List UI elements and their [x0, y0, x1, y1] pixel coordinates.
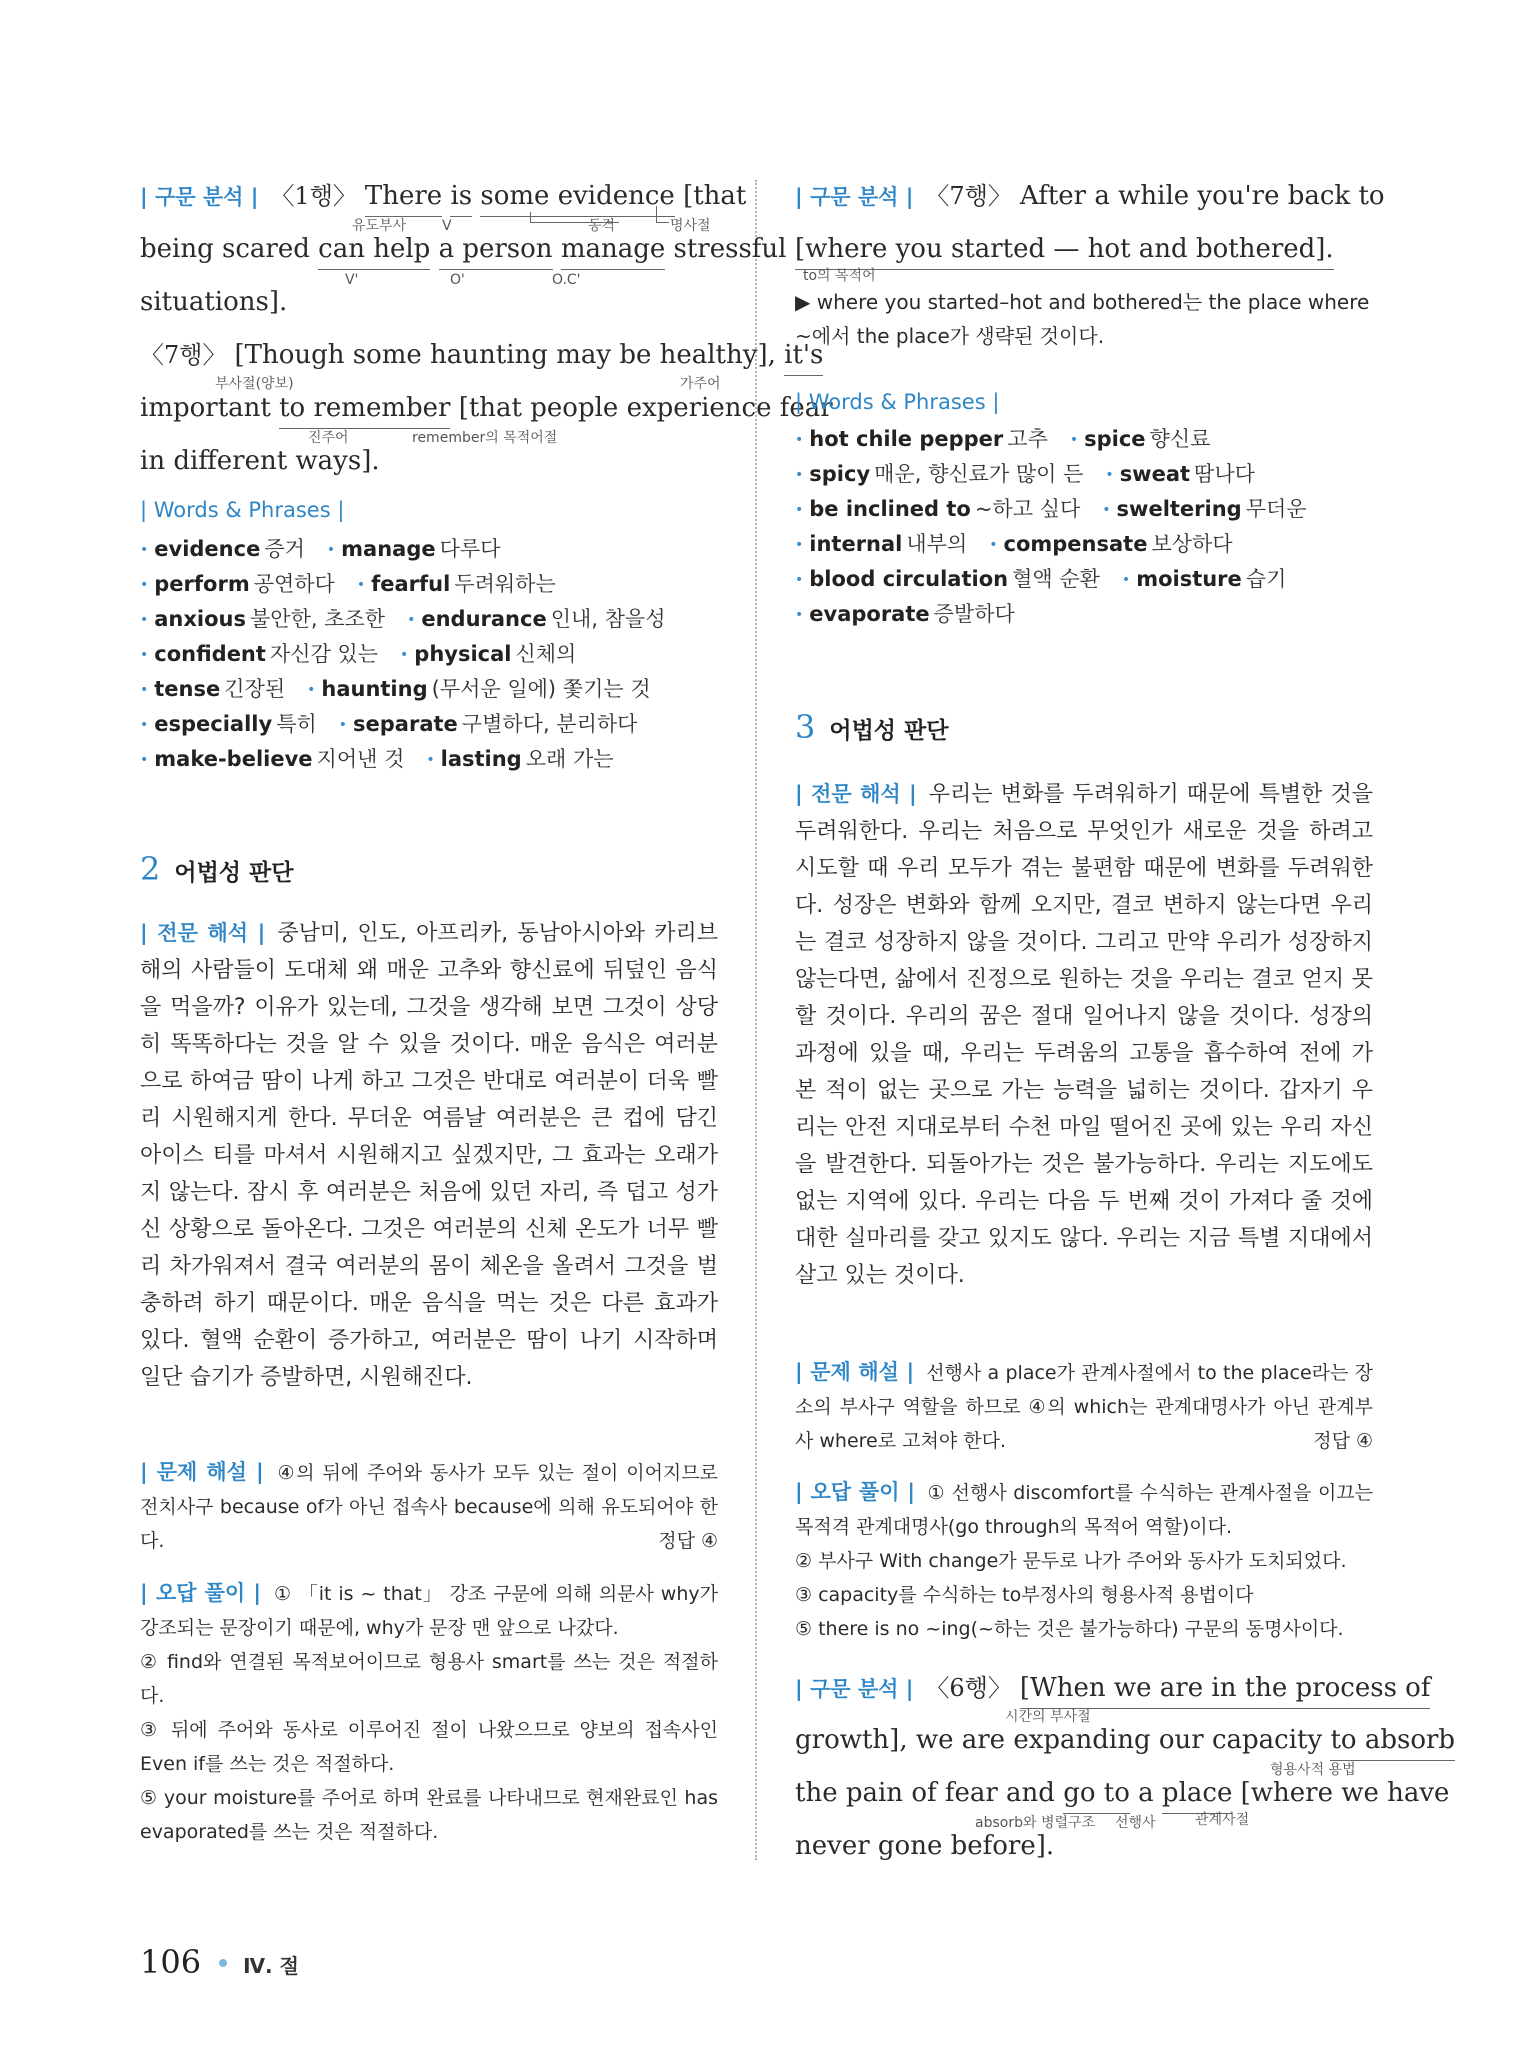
annotation: O.C'	[552, 272, 581, 288]
word-row	[140, 534, 500, 565]
bullet-icon: •	[307, 682, 316, 698]
word-english: evidence	[154, 537, 261, 561]
syntax-word: to remember	[279, 388, 450, 429]
bullet-icon: •	[795, 537, 804, 553]
translation-text: 우리는 변화를 두려워하기 때문에 특별한 것을 두려워한다. 우리는 처음으로 무엇인가 새로운 것을 하려고 시도할 때 우리 모두가 겪는 불편함 때문에 변화를 두려워한다. 성장은 변화와 함께 오지만, 결코 변하지 않는다면 우리는 결코 성장하지 않을 것이다. 그리고 만약 우리가 성장하지 않는다면, 삶에서 진정으로 원하는 것을 우리는 결코 얻지 못할 것이다. 우리의 꿈은 절대 일어나지 않을 것이다. 성장의 과정에 있을 때, 우리는 두려움의 고통을 흡수하여 전에 가 본 적이 없는 곳으로 가는 능력을 넓히는 것이다. 갑자기 우리는 안전 지대로부터 수천 마일 떨어진 곳에 있는 우리 자신을 발견한다. 되돌아가는 것은 불가능하다. 우리는 지도에도 없는 지역에 있다. 우리는 다음 두 번째 것이 가져다 줄 것에 대한 실마리를 갖고 있지도 않다. 우리는 지금 특별 지대에서 살고 있는 것이다.	[795, 782, 1373, 1288]
wrong-item: ③ 뒤에 주어와 동사로 이루어진 절이 나왔으므로 양보의 접속사인 Even if를 쓰는 것은 적절하다.	[140, 1719, 718, 1775]
word-korean: 향신료	[1149, 427, 1211, 451]
word-item	[140, 747, 404, 771]
syntax-line	[140, 176, 747, 216]
syntax-word: a	[1129, 1778, 1162, 1808]
syntax-line	[140, 229, 787, 269]
annotation: to의 목적어	[803, 268, 876, 284]
syntax-line	[795, 1773, 1450, 1813]
problem-explanation	[795, 1355, 1373, 1458]
word-english: especially	[154, 712, 273, 736]
word-korean: (무서운 일에) 쫓기는 것	[431, 677, 651, 701]
word-english: moisture	[1136, 567, 1242, 591]
word-item	[795, 427, 1048, 451]
wrong-item: ① 선행사 discomfort를 수식하는 관계사절을 이끄는 목적격 관계대명사(go through의 목적어 역할)이다.	[795, 1482, 1374, 1538]
word-item	[1105, 462, 1254, 486]
annotation: 동격	[588, 218, 616, 234]
problem-tag: | 문제 해설 |	[140, 1460, 264, 1484]
syntax-note: ▶ where you started–hot and bothered는 the place where ~에서 the place가 생략된 것이다.	[795, 290, 1370, 348]
bullet-icon: •	[795, 467, 804, 483]
annotation: V	[442, 218, 452, 234]
word-item	[426, 747, 613, 771]
syntax-word: There	[365, 176, 442, 217]
bullet-icon: •	[1069, 432, 1079, 448]
word-korean: 두려워하는	[454, 572, 556, 596]
word-english: make-believe	[154, 747, 313, 771]
word-english: spice	[1084, 427, 1146, 451]
word-korean: 혈액 순환	[1012, 567, 1100, 591]
word-english: lasting	[440, 747, 522, 771]
bullet-icon: •	[140, 752, 149, 768]
wrong-item: ③ capacity를 수식하는 to부정사의 형용사적 용법이다	[795, 1584, 1254, 1606]
word-item	[795, 602, 1015, 626]
page-number: 106	[140, 1943, 202, 1981]
translation-tag: | 전문 해석 |	[795, 782, 917, 806]
bullet-icon: •	[1102, 502, 1111, 518]
answer-label: 정답 ④	[1313, 1430, 1373, 1452]
word-english: separate	[353, 712, 458, 736]
bullet-icon: •	[795, 572, 804, 588]
bullet-icon: •	[140, 647, 149, 663]
annotation: O'	[450, 272, 465, 288]
problem-explanation	[140, 1455, 718, 1558]
word-korean: 신체의	[515, 642, 577, 666]
annotation: 명사절	[670, 218, 711, 234]
word-korean: 증발하다	[933, 602, 1015, 626]
word-english: internal	[809, 532, 903, 556]
word-item	[327, 537, 501, 561]
word-korean: 습기	[1245, 567, 1287, 591]
words-phrases-title: | Words & Phrases |	[795, 390, 1000, 414]
annotation: absorb와 병렬구조	[975, 1815, 1096, 1831]
word-item	[140, 642, 378, 666]
translation-text: 중남미, 인도, 아프리카, 동남아시아와 카리브 해의 사람들이 도대체 왜 매운 고추와 향신료에 뒤덮인 음식을 먹을까? 이유가 있는데, 그것을 생각해 보면 그것이 상당히 똑똑하다는 것을 알 수 있을 것이다. 매운 음식은 여러분으로 하여금 땀이 나게 하고 그것은 반대로 여러분이 더욱 빨리 시원해지게 한다. 무더운 여름날 여러분은 큰 컵에 담긴 아이스 티를 마셔서 시원해지고 싶겠지만, 그 효과는 오래가지 않는다. 잠시 후 여러분은 처음에 있던 자리, 즉 덥고 성가신 상황으로 돌아온다. 그것은 여러분의 신체 온도가 너무 빨리 차가워져서 결국 여러분의 몸이 체온을 올려서 그것을 벌충하려 하기 때문이다. 매운 음식을 먹는 것은 다른 효과가 있다. 혈액 순환이 증가하고, 여러분은 땀이 나기 시작하며 일단 습기가 증발하면, 시원해진다.	[140, 921, 718, 1390]
syntax-tag: | 구문 분석 |	[795, 185, 914, 209]
word-item	[400, 642, 576, 666]
syntax-line	[140, 388, 833, 428]
syntax-word: to absorb	[1330, 1720, 1455, 1761]
word-item	[989, 532, 1232, 556]
word-english: physical	[414, 642, 512, 666]
word-row	[140, 639, 576, 670]
syntax-line: situations].	[140, 287, 288, 317]
word-row	[140, 709, 637, 740]
bullet-icon: •	[795, 432, 804, 448]
word-english: perform	[154, 572, 250, 596]
section-number: 3	[795, 708, 816, 746]
bullet-icon: •	[326, 542, 336, 558]
wrong-item: ⑤ your moisture를 주어로 하며 완료를 나타내므로 현재완료인 has evaporated를 쓰는 것은 적절하다.	[140, 1787, 718, 1843]
word-english: haunting	[321, 677, 428, 701]
syntax-line	[795, 1668, 1431, 1708]
bullet-icon: •	[1121, 572, 1131, 588]
chapter-label: Ⅳ. 절	[243, 1954, 299, 1978]
syntax-word: growth], we are expanding our capacity	[795, 1725, 1331, 1755]
word-korean: ~하고 싶다	[974, 497, 1081, 521]
word-english: hot chile pepper	[809, 427, 1004, 451]
bullet-icon: •	[140, 612, 149, 628]
word-item	[795, 497, 1080, 521]
syntax-word: can help	[318, 229, 430, 270]
page-footer	[140, 1943, 299, 1981]
word-korean: 고추	[1007, 427, 1048, 451]
word-korean: 증거	[264, 537, 305, 561]
word-item	[795, 532, 967, 556]
column-divider	[755, 180, 757, 1860]
syntax-tag: | 구문 분석 |	[795, 1677, 914, 1701]
word-english: sweltering	[1116, 497, 1242, 521]
section-heading	[140, 850, 293, 888]
answer-label: 정답 ④	[658, 1530, 718, 1552]
wrong-answer-explanation	[795, 1475, 1373, 1646]
word-korean: 다루다	[439, 537, 501, 561]
word-korean: 내부의	[906, 532, 968, 556]
wrong-item: ⑤ there is no ~ing(~하는 것은 불가능하다) 구문의 동명사이다.	[795, 1618, 1344, 1640]
word-korean: 구별하다, 분리하다	[461, 712, 638, 736]
problem-tag: | 문제 해설 |	[795, 1360, 915, 1384]
line-number: 〈7행〉	[140, 341, 227, 369]
section-number: 2	[140, 850, 161, 888]
syntax-line	[795, 176, 1385, 216]
word-item	[140, 677, 285, 701]
syntax-line	[140, 335, 824, 375]
annotation: 부사절(양보)	[215, 376, 294, 392]
syntax-word: [where you started — hot and bothered].	[795, 229, 1334, 270]
wrong-item: ① 「it is ~ that」 강조 구문에 의해 의문사 why가 강조되는 문장이기 때문에, why가 문장 맨 앞으로 나갔다.	[140, 1583, 718, 1639]
footer-dot-icon	[219, 1959, 227, 1967]
syntax-line	[795, 1720, 1456, 1760]
word-english: tense	[154, 677, 221, 701]
word-korean: 보상하다	[1151, 532, 1233, 556]
syntax-word: place	[1162, 1773, 1232, 1814]
bullet-icon: •	[400, 647, 409, 663]
bracket-line	[656, 206, 669, 223]
bullet-icon: •	[1105, 467, 1114, 483]
word-english: be inclined to	[809, 497, 971, 521]
word-english: fearful	[371, 572, 451, 596]
annotation: remember의 목적어절	[412, 430, 558, 446]
syntax-word: manage	[561, 229, 665, 270]
word-row	[795, 564, 1286, 595]
word-english: confident	[154, 642, 266, 666]
word-item	[140, 607, 385, 631]
bullet-icon: •	[426, 752, 435, 768]
word-korean: 오래 가는	[525, 747, 614, 771]
word-english: spicy	[809, 462, 871, 486]
line-number: 〈7행〉	[925, 182, 1012, 210]
word-korean: 불안한, 초조한	[250, 607, 386, 631]
word-item	[1070, 427, 1211, 451]
syntax-line: in different ways].	[140, 446, 380, 476]
word-item	[357, 572, 556, 596]
word-row	[795, 424, 1210, 455]
syntax-line: never gone before].	[795, 1831, 1055, 1861]
word-row	[795, 494, 1307, 525]
bullet-icon: •	[356, 577, 366, 593]
wrong-item: ② find와 연결된 목적보어이므로 형용사 smart를 쓰는 것은 적절하다.	[140, 1651, 718, 1707]
translation-tag: | 전문 해석 |	[140, 921, 266, 945]
wrong-item: ② 부사구 With change가 문두로 나가 주어와 동사가 도치되었다.	[795, 1550, 1347, 1572]
word-korean: 무더운	[1245, 497, 1307, 521]
word-row	[795, 459, 1255, 490]
syntax-word: it's	[784, 335, 823, 376]
problem-text: ④의 뒤에 주어와 동사가 모두 있는 절이 이어지므로 전치사구 because of가 아닌 접속사 because에 의해 유도되어야 한다.	[140, 1462, 718, 1552]
word-item	[407, 607, 665, 631]
annotation: 시간의 부사절	[1005, 1709, 1091, 1725]
word-korean: 인내, 참을성	[550, 607, 666, 631]
word-korean: 땀나다	[1194, 462, 1255, 486]
word-item	[795, 462, 1083, 486]
section-title: 어법성 판단	[829, 718, 949, 744]
bullet-icon: •	[338, 717, 348, 733]
syntax-word: is	[450, 176, 472, 217]
word-item	[140, 572, 335, 596]
annotation: V'	[345, 272, 359, 288]
word-row	[140, 744, 614, 775]
bullet-icon: •	[989, 537, 998, 553]
word-item	[795, 567, 1100, 591]
line-number: 〈6행〉	[925, 1674, 1012, 1702]
syntax-word: After a while you're back to	[1019, 181, 1385, 211]
annotation: 관계사절	[1195, 1812, 1250, 1828]
syntax-word: a person	[439, 229, 553, 270]
word-item	[140, 537, 305, 561]
wrong-tag: | 오답 풀이 |	[140, 1581, 262, 1605]
bullet-icon: •	[407, 612, 416, 628]
syntax-word: important	[140, 393, 271, 423]
word-row	[140, 569, 556, 600]
word-row	[140, 604, 665, 635]
word-korean: 긴장된	[224, 677, 286, 701]
word-english: compensate	[1003, 532, 1148, 556]
syntax-word: stressful	[673, 234, 787, 264]
syntax-word: [Though some haunting may be healthy],	[234, 340, 785, 370]
words-phrases-title: | Words & Phrases |	[140, 498, 345, 522]
syntax-line	[795, 229, 1373, 269]
bullet-icon: •	[140, 577, 149, 593]
word-item	[307, 677, 651, 701]
syntax-word: some evidence	[480, 176, 674, 217]
word-english: anxious	[154, 607, 247, 631]
annotation: 가주어	[680, 376, 721, 392]
translation-paragraph	[140, 915, 718, 1396]
wrong-tag: | 오답 풀이 |	[795, 1480, 916, 1504]
annotation: 선행사	[1115, 1815, 1156, 1831]
syntax-tag: | 구문 분석 |	[140, 185, 259, 209]
bullet-icon: •	[140, 682, 149, 698]
word-item	[339, 712, 638, 736]
annotation: 형용사적 용법	[1270, 1762, 1356, 1778]
bullet-icon: •	[795, 607, 804, 623]
annotation: 진주어	[308, 430, 349, 446]
word-row	[140, 674, 651, 705]
syntax-word: [When we are in the process of	[1020, 1668, 1431, 1709]
syntax-word: [where we have	[1232, 1778, 1450, 1808]
annotation: 유도부사	[352, 218, 407, 234]
bullet-icon: •	[140, 542, 149, 558]
word-english: blood circulation	[809, 567, 1009, 591]
word-english: endurance	[421, 607, 547, 631]
syntax-word: go to	[1063, 1773, 1130, 1814]
translation-paragraph	[795, 776, 1373, 1294]
word-korean: 자신감 있는	[269, 642, 379, 666]
word-item	[140, 712, 317, 736]
word-korean: 지어낸 것	[316, 747, 405, 771]
word-korean: 매운, 향신료가 많이 든	[874, 462, 1084, 486]
word-item	[1122, 567, 1286, 591]
word-row	[795, 599, 1015, 630]
bullet-icon: •	[140, 717, 149, 733]
word-english: evaporate	[809, 602, 930, 626]
syntax-word: the pain of fear and	[795, 1778, 1064, 1808]
section-title: 어법성 판단	[174, 860, 294, 886]
word-item	[1102, 497, 1306, 521]
syntax-word: [that	[683, 181, 747, 211]
syntax-word: [that people experience fear	[458, 393, 833, 423]
bullet-icon: •	[795, 502, 804, 518]
wrong-answer-explanation	[140, 1576, 718, 1849]
problem-text: 선행사 a place가 관계사절에서 to the place라는 장소의 부사구 역할을 하므로 ④의 which는 관계대명사가 아닌 관계부사 where로 고쳐야 한다.	[795, 1362, 1373, 1452]
word-english: manage	[341, 537, 436, 561]
word-english: sweat	[1119, 462, 1191, 486]
syntax-word: being scared	[140, 234, 310, 264]
word-korean: 공연하다	[253, 572, 335, 596]
word-korean: 특히	[276, 712, 317, 736]
word-row	[795, 529, 1233, 560]
line-number: 〈1행〉	[270, 182, 357, 210]
section-heading	[795, 708, 948, 746]
